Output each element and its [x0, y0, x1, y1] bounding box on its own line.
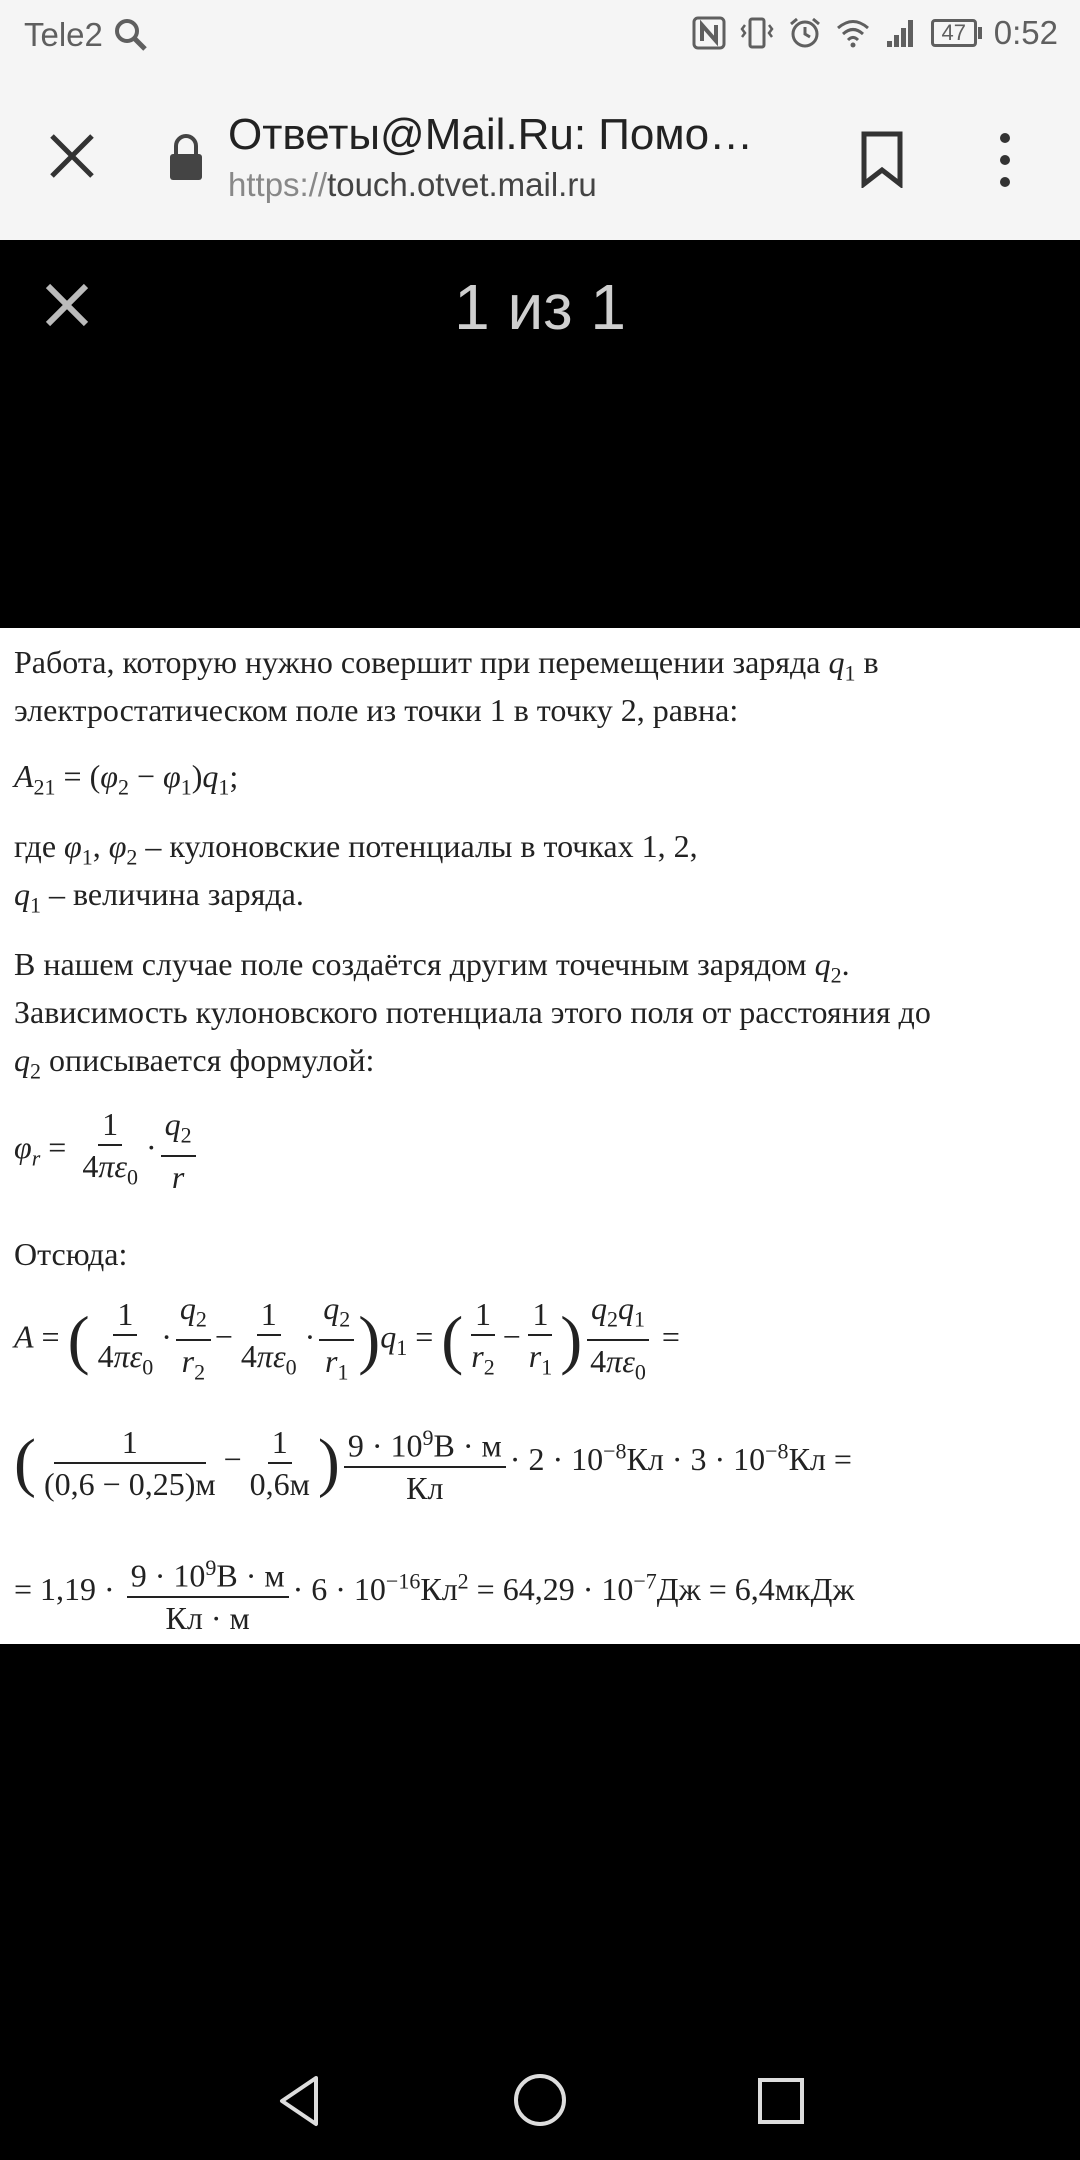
close-icon[interactable] [44, 128, 100, 184]
lock-icon [166, 132, 206, 182]
text-line: Отсюда: [14, 1236, 128, 1272]
more-options-icon[interactable] [990, 130, 1020, 190]
text-line: где $\varphi_1$, $\varphi_2$ – кулоновские потенциалы в точках 1, 2, [14, 828, 698, 870]
url-scheme: https:// [228, 166, 328, 203]
alarm-icon [787, 15, 823, 51]
battery-level: 47 [931, 19, 977, 47]
home-icon[interactable] [510, 2070, 570, 2130]
text-line: В нашем случае поле создаётся другим точечным зарядом $q_2$. [14, 946, 850, 988]
formula-result: = 1,19 · $\frac{9 \cdot 10^9В \cdot м}{Кл \cdot м}$ · $6 \cdot 10^{-16}Кл^2 = 64,29 \cdot 10^{-7}Дж$ = 6,4мкДж [14, 1548, 855, 1638]
bookmark-icon[interactable] [858, 130, 906, 188]
text-line: $q_2$ описывается формулой: [14, 1042, 375, 1084]
wifi-icon [835, 15, 871, 51]
formula-work: $A_{21} = (\varphi_2 - \varphi_1)q_1$; [14, 758, 239, 800]
formula-potential: $\varphi_r$ = $\frac{1}{4\pi\varepsilon_0}$ · $\frac{q_2}{r}$ [14, 1104, 200, 1197]
browser-toolbar [0, 72, 1080, 240]
image-counter: 1 из 1 [454, 271, 626, 343]
nfc-icon [691, 15, 727, 51]
text-line: Работа, которую нужно совершит при перемещении заряда $q_1$ в [14, 644, 879, 686]
text-line: электростатическом поле из точки 1 в точку 2, равна: [14, 692, 739, 728]
clock: 0:52 [993, 14, 1058, 51]
recent-apps-icon[interactable] [756, 2076, 806, 2126]
carrier-name: Tele2 [24, 16, 103, 53]
back-icon[interactable] [272, 2072, 330, 2130]
battery-icon [931, 19, 982, 47]
text-line: $q_1$ – величина заряда. [14, 876, 304, 918]
formula-work-expanded: A = ( $\frac{1}{4\pi\varepsilon_0}$ · $\frac{q_2}{r_2}$ − $\frac{1}{4\pi\varepsilon_0}$ · $\frac{q_2}{r_1}$ )$q_1$ = ( $\frac{1}{r_2}$ − $\frac{1}{r_1}$ ) $\frac{q_2q_1}{4\pi\varepsilon_0}$ = [14, 1290, 680, 1385]
url-text [228, 166, 808, 204]
signal-icon [883, 15, 919, 51]
system-nav-bar [0, 2040, 1080, 2160]
formula-substitution: ( $\frac{1}{(0,6 - 0,25)м}$ − $\frac{1}{0,6м}$ ) $\frac{9 \cdot 10^9В \cdot м}{Кл}$ · $2 \cdot 10^{-8}Кл \cdot 3 \cdot 10^{-8}Кл$ = [14, 1418, 852, 1508]
search-icon [114, 18, 148, 52]
page-title: Ответы@Mail.Ru: Помо… [228, 110, 754, 159]
address-bar[interactable] [228, 110, 808, 204]
solution-image [0, 628, 1080, 1644]
vibrate-icon [739, 15, 775, 51]
url-host: touch.otvet.mail.ru [327, 166, 597, 203]
status-bar [0, 0, 1080, 72]
text-line: Зависимость кулоновского потенциала этого поля от расстояния до [14, 994, 931, 1030]
